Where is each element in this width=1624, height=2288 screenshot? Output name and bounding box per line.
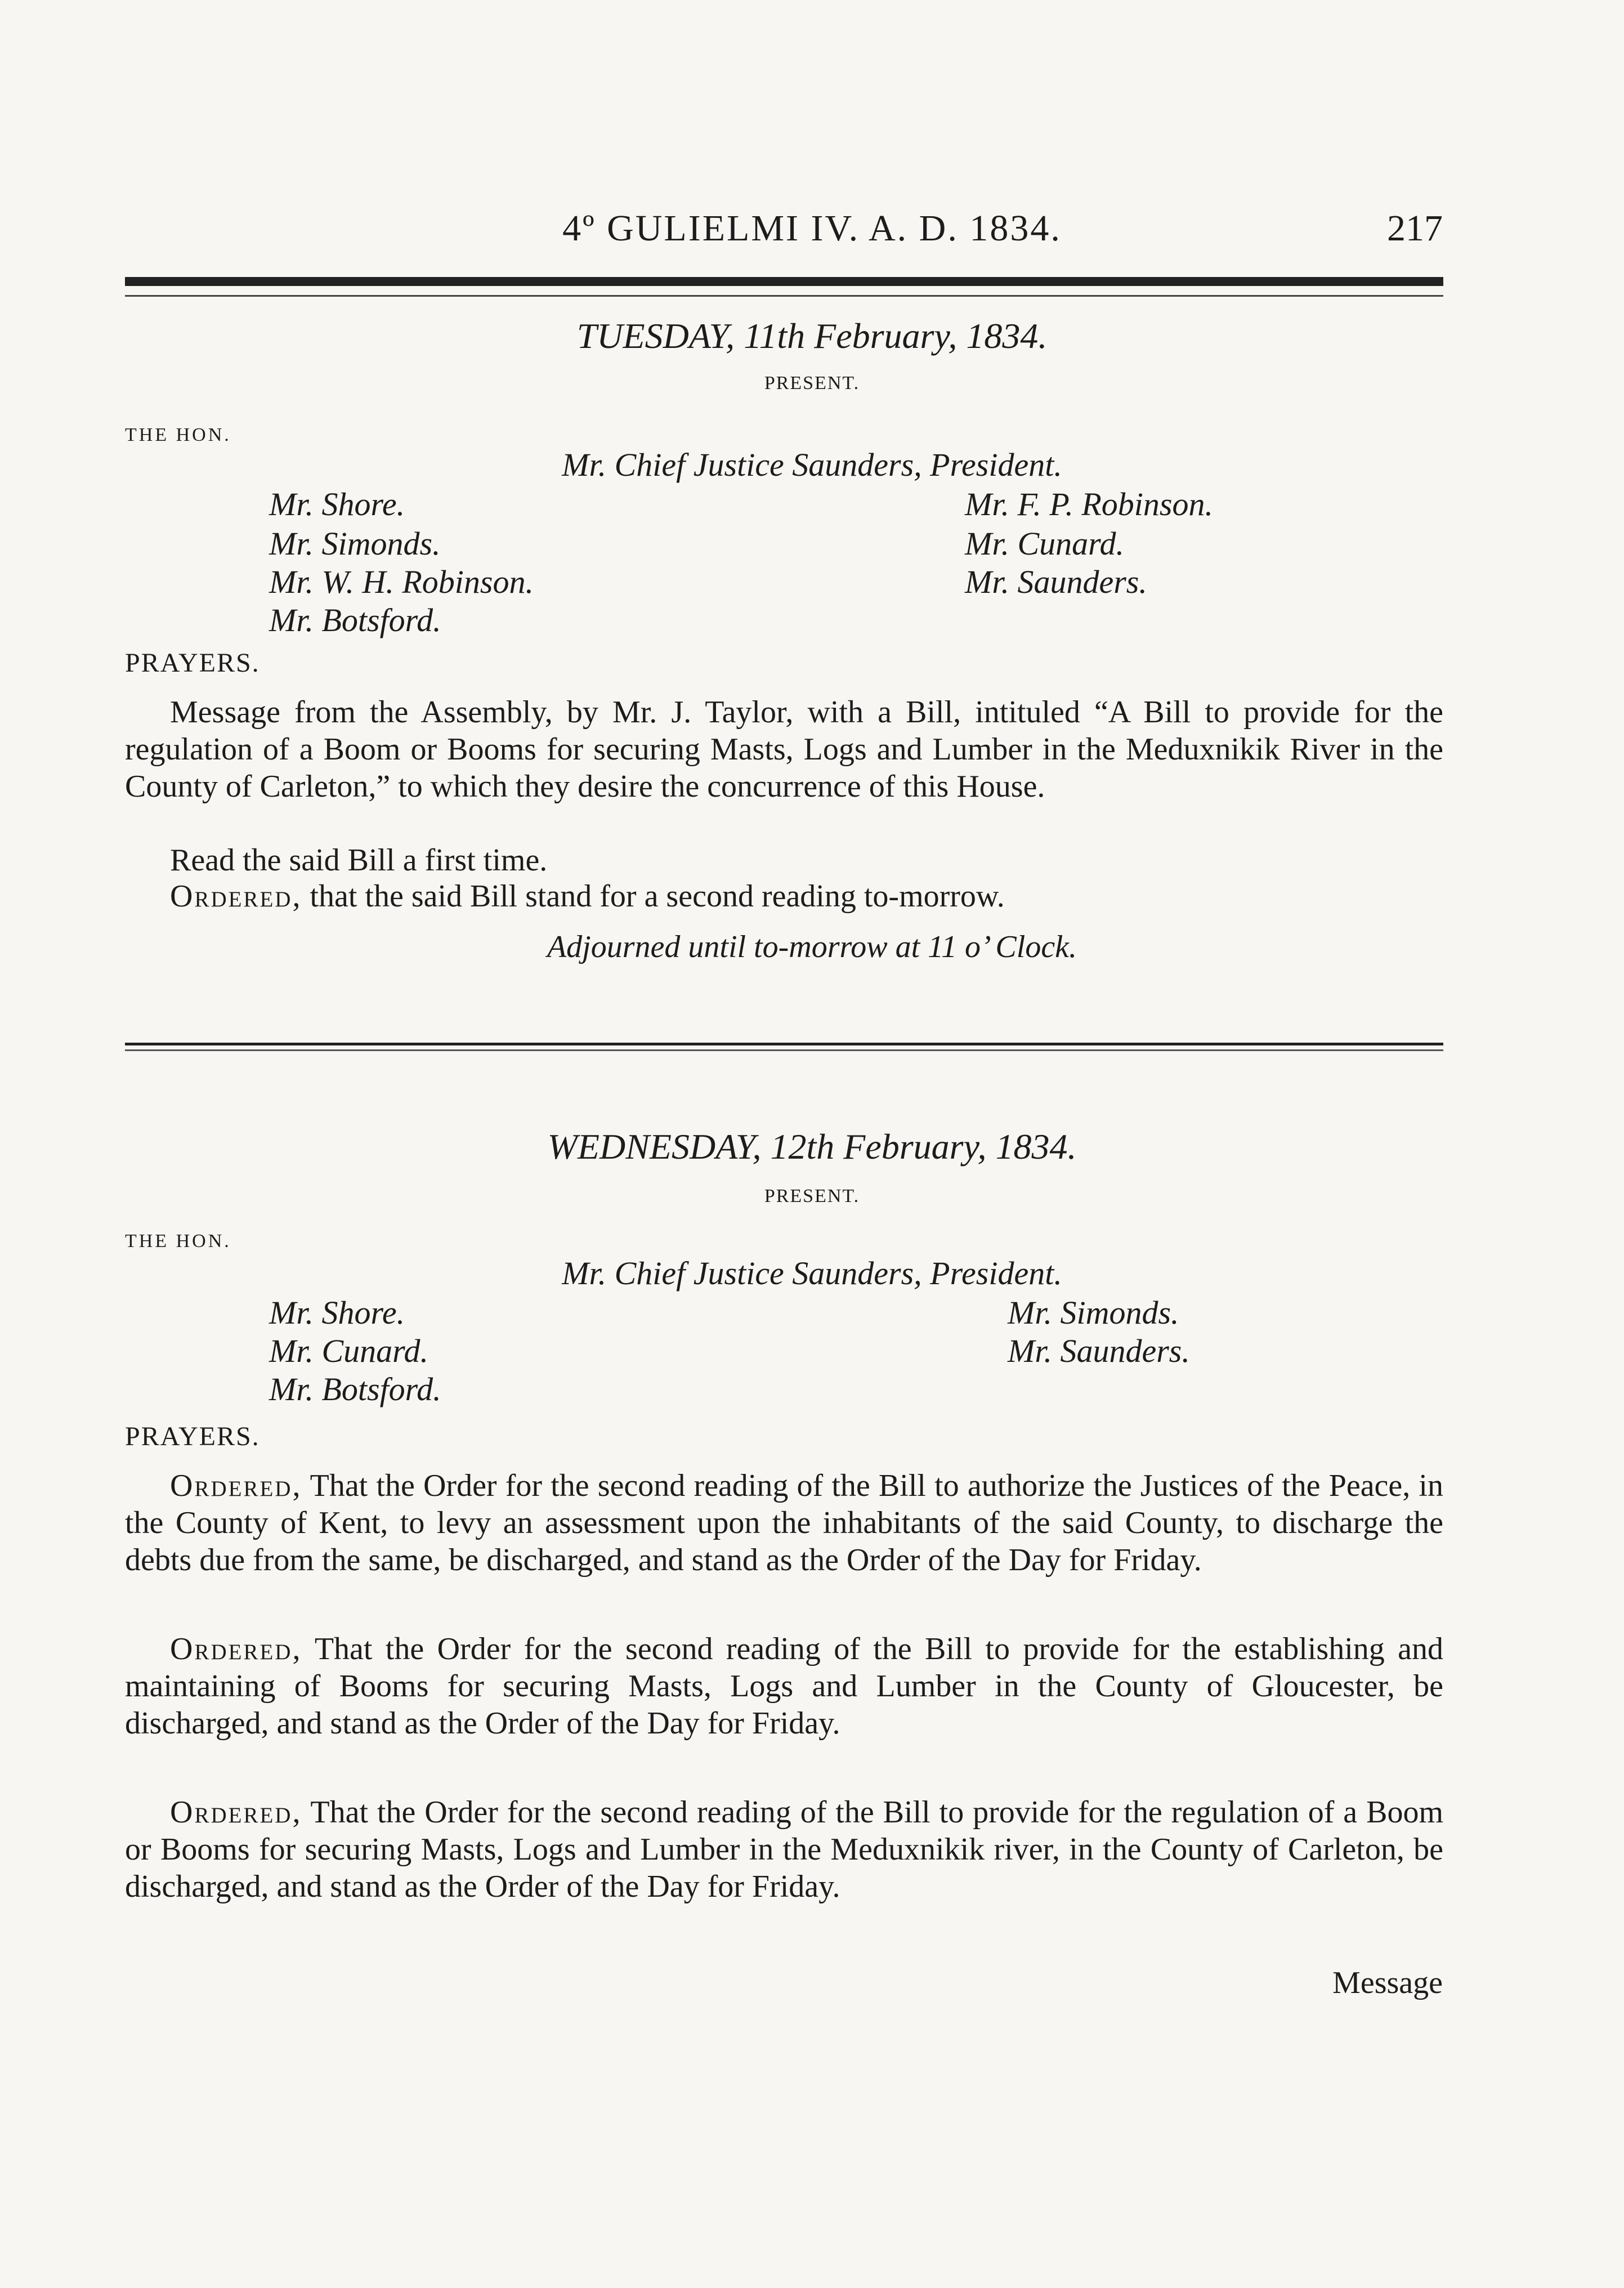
wednesday-member-right: Mr. Simonds.: [1008, 1294, 1179, 1331]
page-number: 217: [1387, 208, 1443, 249]
tuesday-member-right: Mr. F. P. Robinson.: [965, 486, 1213, 522]
section-divider-thin: [125, 1049, 1443, 1051]
wednesday-order-text: That the Order for the second reading of the Bill to provide for the establishing and maintaining of Booms for securing Masts, Logs and Lumber in the County of Gloucester, be discharged, and stand as the Order of the Day for Friday.: [125, 1632, 1443, 1741]
tuesday-adjourned: Adjourned until to-morrow at 11 o’ Clock.: [547, 930, 1077, 964]
running-header-title: 4º GULIELMI IV. A. D. 1834.: [562, 208, 1062, 249]
tuesday-message-text: Message from the Assembly, by Mr. J. Taylor, with a Bill, intituled “A Bill to provide for the regulation of a Boom or Booms for securing Masts, Logs and Lumber in the Meduxnikik River in the County of Carleton,” to which they desire the concurrence of this House.: [125, 695, 1443, 804]
tuesday-member-left: Mr. Simonds.: [269, 525, 441, 562]
wednesday-order-text: That the Order for the second reading of the Bill to provide for the regulation of a Boom or Booms for securing Masts, Logs and Lumber in the Meduxnikik river, in the County of Carleton, be discharged, and stand as the Order of the Day for Friday.: [125, 1795, 1443, 1904]
section-divider: [125, 1043, 1443, 1045]
wednesday-member-left: Mr. Shore.: [269, 1294, 405, 1331]
header-rule-thin: [125, 295, 1443, 297]
tuesday-prayers: PRAYERS.: [125, 648, 260, 678]
wednesday-member-left: Mr. Cunard.: [269, 1333, 429, 1369]
wednesday-prayers: PRAYERS.: [125, 1422, 260, 1451]
tuesday-ordered-line: [170, 878, 1005, 914]
tuesday-member-right: Mr. Cunard.: [965, 525, 1125, 562]
tuesday-heading: TUESDAY, 11th February, 1834.: [576, 316, 1048, 356]
catchword: Message: [1332, 1965, 1443, 2000]
wednesday-order-paragraph: [125, 1794, 1443, 1905]
wednesday-order-paragraph: [125, 1630, 1443, 1742]
wednesday-order-text: That the Order for the second reading of the Bill to authorize the Justices of the Peace, in the County of Kent, to levy an assessment upon the inhabitants of the said County, to discharge the debts due from the same, be discharged, and stand as the Order of the Day for Friday.: [125, 1468, 1443, 1578]
wednesday-president: Mr. Chief Justice Saunders, President.: [562, 1255, 1062, 1292]
tuesday-present-label: PRESENT.: [764, 373, 860, 394]
wednesday-order-paragraph: [125, 1467, 1443, 1579]
tuesday-read-first: Read the said Bill a first time.: [170, 843, 548, 878]
ordered-word: Ordered,: [170, 879, 302, 914]
wednesday-the-hon-label: THE HON.: [125, 1231, 231, 1252]
wednesday-member-right: Mr. Saunders.: [1008, 1333, 1190, 1369]
tuesday-president: Mr. Chief Justice Saunders, President.: [562, 446, 1062, 483]
ordered-word: Ordered,: [170, 1795, 302, 1830]
tuesday-member-left: Mr. Botsford.: [269, 602, 441, 638]
wednesday-heading: WEDNESDAY, 12th February, 1834.: [547, 1127, 1077, 1167]
tuesday-member-right: Mr. Saunders.: [965, 564, 1147, 600]
wednesday-present-label: PRESENT.: [764, 1186, 860, 1206]
tuesday-member-left: Mr. Shore.: [269, 486, 405, 522]
header-rule-heavy: [125, 277, 1443, 286]
tuesday-message-paragraph: [125, 694, 1443, 805]
tuesday-the-hon-label: THE HON.: [125, 424, 231, 445]
tuesday-ordered-text: that the said Bill stand for a second reading to-morrow.: [302, 879, 1005, 914]
wednesday-member-left: Mr. Botsford.: [269, 1371, 441, 1407]
ordered-word: Ordered,: [170, 1468, 302, 1503]
tuesday-member-left: Mr. W. H. Robinson.: [269, 564, 534, 600]
ordered-word: Ordered,: [170, 1632, 302, 1666]
